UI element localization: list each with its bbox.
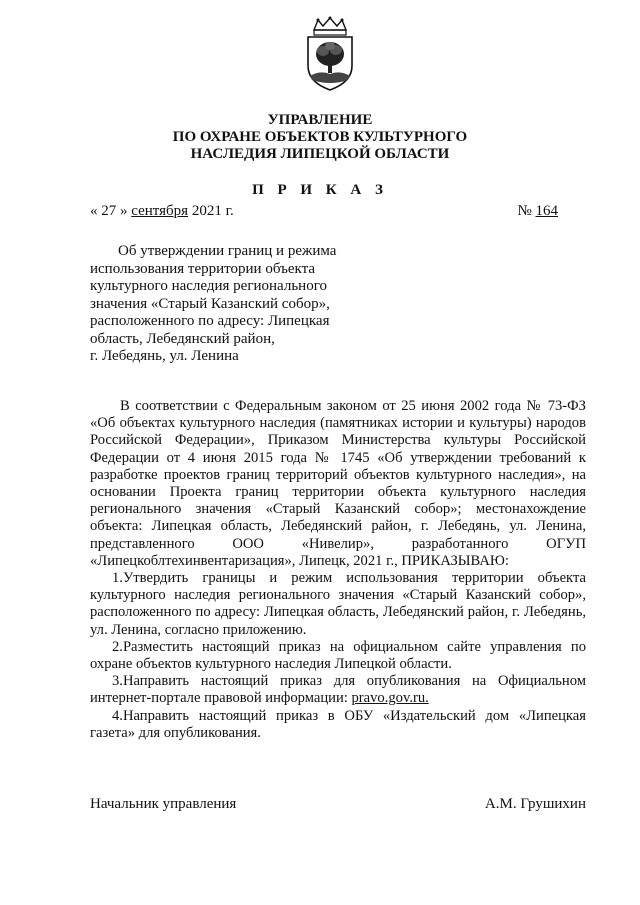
order-item-1: 1.Утвердить границы и режим использования территории объекта культурного наследия регионального значения «Старый Казанский собор», расположенного по адресу: Липецкая область, Лебедянский район, г. Лебедянь, ул. Ленина, согласно приложению. [90,570,586,638]
agency-line-3: НАСЛЕДИЯ ЛИПЕЦКОЙ ОБЛАСТИ [190,146,450,162]
subject-line: г. Лебедянь, ул. Ленина [90,348,239,364]
number-label: № [517,203,536,219]
subject-line: использования территории объекта [90,260,315,277]
pravo-link[interactable]: pravo.gov.ru. [351,690,429,707]
subject-line: культурного наследия регионального [90,278,327,294]
order-title: П Р И К А З [252,182,388,198]
date-month: сентября [131,203,189,219]
date-open: « [90,203,102,219]
order-item-3 [90,673,586,707]
date-day: 27 [101,203,117,219]
agency-name [0,112,640,163]
order-body [90,398,586,742]
subject-line: Об утверждении границ и режима [118,243,337,259]
preamble-paragraph: В соответствии с Федеральным законом от 25 июня 2002 года № 73-ФЗ «Об объектах культурного наследия (памятниках истории и культуры) народов Российской Федерации», Приказом Министерства культуры Российской Федерации от 4 июня 2015 года № 1745 «Об утверждении требований к разработке проектов границ территорий объектов культурного наследия», на основании Проекта границ территории объекта культурного наследия регионального значения «Старый Казанский собор»; местонахождение объекта: Липецкая область, Лебедянский район, г. Лебедянь, ул. Ленина, представленного ООО «Нивелир», разработанного ОГУП «Липецкоблтехинвентаризация», Липецк, 2021 г., ПРИКАЗЫВАЮ: [90,398,586,569]
signatory-position: Начальник управления [90,796,237,812]
order-item-2: 2.Разместить настоящий приказ на официальном сайте управления по охране объектов культурного наследия Липецкой области. [90,638,586,673]
order-date [90,203,234,220]
signatory-name: А.М. Грушихин [484,796,586,812]
order-item-4: 4.Направить настоящий приказ в ОБУ «Издательский дом «Липецкая газета» для опубликования. [90,707,586,741]
number-value: 164 [535,203,558,219]
order-item-3-text: 3.Направить настоящий приказ для опубликования на Официальном интернет-портале правовой информации: [90,673,586,707]
date-mid: » [116,203,132,219]
subject-line: значения «Старый Казанский собор», [90,295,330,312]
date-year: 2021 г. [188,203,234,219]
agency-line-2: ПО ОХРАНЕ ОБЪЕКТОВ КУЛЬТУРНОГО [172,129,468,145]
subject-line: область, Лебедянский район, [90,330,275,347]
subject-line: расположенного по адресу: Липецкая [90,313,330,329]
lipetsk-coat-of-arms-icon [296,16,364,92]
order-number [517,203,558,220]
agency-line-1: УПРАВЛЕНИЕ [267,112,373,128]
order-subject [90,243,380,366]
